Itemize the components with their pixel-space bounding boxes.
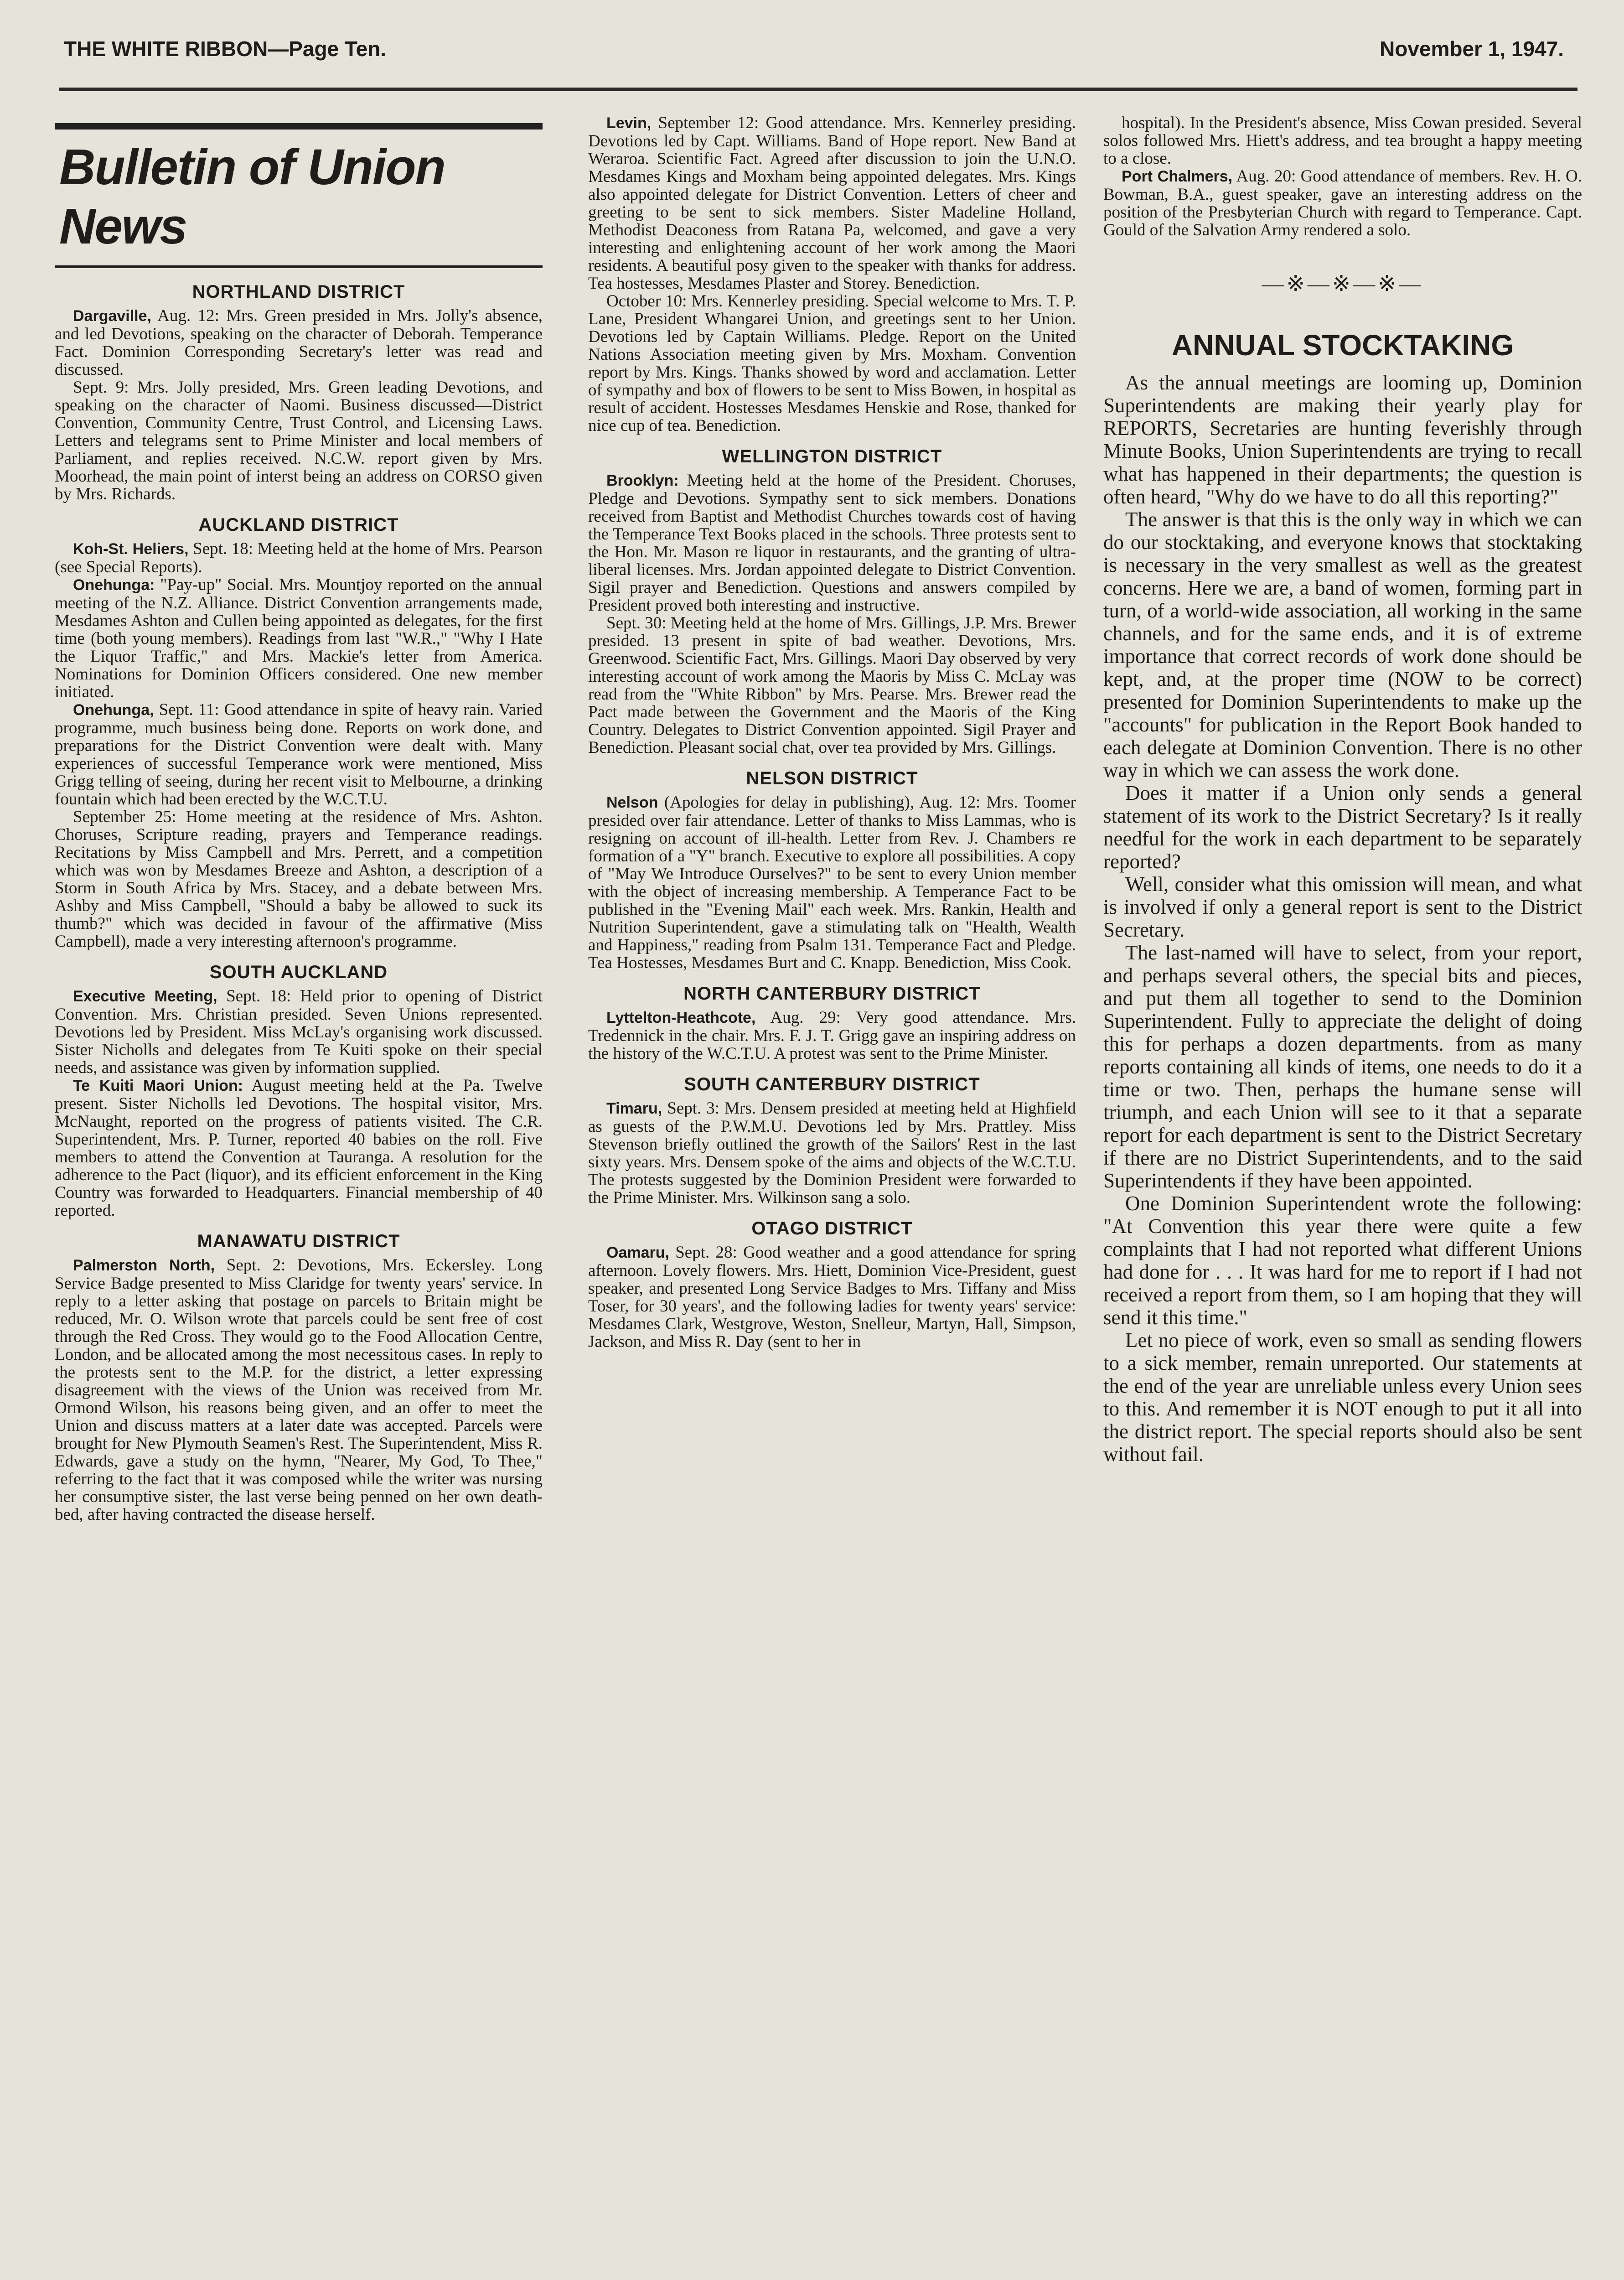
column-1: [55, 114, 543, 2280]
essay-paragraph: The answer is that this is the only way in which we can do our stocktaking, and everyone knows that stocktaking is necessary in the very smallest as well as the greatest concerns. Here we are, a band of women, forming part in turn, of a world-wide association, all working in the same channels, and for the same ends, and it is of extreme importance that correct records of work done should be kept, and, at the proper time (NOW to be correct) presented for Dominion Superintendents to make up the "accounts" for publication in the Report Book handed to each delegate at Dominion Convention. There is no other way in which we can assess the work done.: [1103, 508, 1582, 782]
union-report: [55, 576, 543, 701]
report-text: (Apologies for delay in publishing), Aug. 12: Mrs. Toomer presided over fair attendance. Letter of thanks to Miss Lammas, who is resigning on account of ill-health. Letter from Rev. J. Chambers re formation of a "Y" branch. Executive to explore all possibilities. A copy of "May We Introduce Ourselves?" to be sent to every Union member with the object of increasing membership. A Temperance Fact to be published in the "Evening Mail" each week. Mrs. Rankin, Health and Nutrition Superintendent, gave a stimulating talk on "Health, Wealth and Happiness," reading from Psalm 131. Temperance Fact and Pledge. Tea Hostesses, Mesdames Burt and C. Knapp. Benediction, Miss Cook.: [588, 793, 1076, 972]
district-heading: MANAWATU DISTRICT: [197, 1231, 400, 1251]
union-name: Palmerston North,: [73, 1257, 215, 1274]
column-2-body: [588, 114, 1076, 1351]
union-report: [55, 540, 543, 576]
report-text: Sept. 18: Held prior to opening of District Convention. Mrs. Christian presided. Seven Unions represented. Devotions led by President. Miss McLay's organising work discussed. Sister Nicholls and delegates from Te Kuiti spoke on their special needs, and assistance was given by information supplied.: [55, 987, 543, 1077]
district-heading: OTAGO DISTRICT: [751, 1218, 913, 1238]
header-publication: THE WHITE RIBBON—Page Ten.: [64, 37, 387, 61]
report-text: September 25: Home meeting at the residence of Mrs. Ashton. Choruses, Scripture reading, prayers and Temperance readings. Recitations by Miss Campbell and Mrs. Perrett, and a competition which was won by Mesdames Breeze and Ashton, a description of a Storm in South Africa by Mrs. Stacey, and a debate between Mrs. Ashby and Miss Campbell, "Should a baby be allowed to suck its thumb?" which was decided in favour of the affirmative (Miss Campbell), made a very interesting afternoon's programme.: [55, 808, 543, 951]
district-heading: NORTHLAND DISTRICT: [192, 282, 405, 302]
union-name: Lyttelton-Heathcote,: [606, 1009, 756, 1026]
union-report: [588, 614, 1076, 757]
union-name: Oamaru,: [606, 1244, 669, 1261]
report-text: hospital). In the President's absence, Miss Cowan presided. Several solos followed Mrs. Hiett's address, and tea brought a happy meeting to a close.: [1103, 114, 1582, 168]
report-text: Sept. 3: Mrs. Densem presided at meeting held at Highfield as guests of the P.W.M.U. Devotions led by Mrs. Prattley. Miss Stevenson briefly outlined the growth of the Sailors' Rest in the last sixty years. Mrs. Densem spoke of the aims and objects of the W.C.T.U. The protests suggested by the Dominion President were forwarded to the Prime Minister. Mrs. Wilkinson sang a solo.: [588, 1099, 1076, 1207]
title-rule-bottom: [55, 265, 543, 268]
union-name: Nelson: [606, 794, 658, 811]
page-header: [64, 33, 1564, 69]
district-heading: SOUTH CANTERBURY DISTRICT: [684, 1074, 980, 1094]
district-heading: AUCKLAND DISTRICT: [198, 515, 399, 535]
union-name: Onehunga,: [73, 701, 154, 719]
header-date: November 1, 1947.: [1379, 37, 1564, 61]
title-rule-top: [55, 123, 543, 130]
union-report: [1103, 114, 1582, 167]
header-rule: [59, 88, 1577, 91]
union-name: Brooklyn:: [606, 472, 679, 489]
report-text: Sept. 9: Mrs. Jolly presided, Mrs. Green leading Devotions, and speaking on the character of Naomi. Business discussed—District Convention, Community Centre, Trust Control, and Licensing Laws. Letters and telegrams sent to Prime Minister and local members of Parliament, and replies received. N.C.W. report given by Mrs. Moorhead, the main point of interst being an address on CORSO given by Mrs. Richards.: [55, 378, 543, 503]
report-text: October 10: Mrs. Kennerley presiding. Special welcome to Mrs. T. P. Lane, President Whangarei Union, and greetings sent to her Union. Devotions led by Captain Williams. Pledge. Report on the United Nations Association meeting given by Mrs. Moxham. Convention report by Mrs. Kings. Thanks showed by word and acclamation. Letter of sympathy and box of flowers to be sent to Miss Bowen, in hospital as result of accident. Hostesses Mesdames Henskie and Rose, thanked for nice cup of tea. Benediction.: [588, 292, 1076, 435]
district-heading: SOUTH AUCKLAND: [209, 962, 388, 982]
essay-paragraph: Well, consider what this omission will mean, and what is involved if only a general report is sent to the District Secretary.: [1103, 873, 1582, 941]
union-report: [588, 1099, 1076, 1207]
report-text: Meeting held at the home of the President. Choruses, Pledge and Devotions. Sympathy sent to sick members. Donations received from Baptist and Methodist Churches towards cost of having the Temperance Text Books placed in the schools. Three protests sent to the Hon. Mr. Mason re liquor in restaurants, and the granting of ultra-liberal licenses. Mrs. Jordan appointed delegate to District Convention. Sigil prayer and Benediction. Questions and answers compiled by President proved both interesting and instructive.: [588, 471, 1076, 615]
report-text: Sept. 2: Devotions, Mrs. Eckersley. Long Service Badge presented to Miss Claridge for twenty years' service. In reply to a letter asking that postage on parcels to Britain might be reduced, Mr. O. Wilson wrote that parcels could be sent free of cost through the Red Cross. They would go to the Food Allocation Centre, London, and be allocated among the most necessitous cases. In reply to the protests sent to the M.P. for the district, a letter expressing disagreement with the views of the Union was received from Mr. Ormond Wilson, his reasons being given, and an offer to meet the Union and discuss matters at a later date was accepted. Parcels were brought for New Plymouth Seamen's Rest. The Superintendent, Miss R. Edwards, gave a study on the hymn, "Nearer, My God, To Thee," referring to the fact that it was composed while the writer was nursing her consumptive sister, the last verse being penned on her own death-bed, after having contracted the disease herself.: [55, 1256, 543, 1524]
report-text: Aug. 12: Mrs. Green presided in Mrs. Jolly's absence, and led Devotions, speaking on the character of Deborah. Temperance Fact. Dominion Corresponding Secretary's letter was read and discussed.: [55, 306, 543, 379]
report-text: Sept. 30: Meeting held at the home of Mrs. Gillings, J.P. Mrs. Brewer presided. 13 present in spite of bad weather. Devotions, Mrs. Greenwood. Scientific Fact, Mrs. Gillings. Maori Day observed by very interesting account of work among the Maoris by Miss C. McLay was read from the "White Ribbon" by Mrs. Pearse. Mrs. Brewer read the Pact made between the Government and the Maoris of the King Country. Delegates to District Convention appointed. Sigil Prayer and Benediction. Pleasant social chat, over tea provided by Mrs. Gillings.: [588, 614, 1076, 757]
report-text: August meeting held at the Pa. Twelve present. Sister Nicholls led Devotions. The hospital visitor, Mrs. McNaught, reported on the progress of patients visited. The C.R. Superintendent, Mrs. P. Turner, reported 40 babies on the roll. Five members to attend the Convention at Tauranga. A resolution for the adherence to the Pact (liquor), and its efficient enforcement in the King Country was forwarded to Headquarters. Financial membership of 40 reported.: [55, 1076, 543, 1220]
union-report: [588, 1244, 1076, 1351]
report-text: Sept. 11: Good attendance in spite of heavy rain. Varied programme, much business being done. Reports on work done, and preparations for the District Convention were dealt with. Many experiences of successful Temperance work were mentioned, Miss Grigg telling of seeing, during her recent visit to Melbourne, a drinking fountain which had been erected by the W.C.T.U.: [55, 700, 543, 808]
report-text: September 12: Good attendance. Mrs. Kennerley presiding. Devotions led by Capt. Williams. Band of Hope report. New Band at Weraroa. Scientific Fact. Agreed after discussion to join the U.N.O. Mesdames Kings and Moxham being appointed delegates. Mrs. Kings also appointed delegate for District Convention. Letters of cheer and greeting to be sent to sick members. Sister Madeline Holland, Methodist Deaconess from Ratana Pa, welcomed, and gave a very interesting and enlightening account of her work among the Maori residents. A beautiful posy given to the speaker with thanks for address. Tea hostesses, Mesdames Plaster and Storey. Benediction.: [588, 114, 1076, 293]
essay-paragraph: Does it matter if a Union only sends a general statement of its work to the District Secretary? Is it really needful for the work in each department to be separately reported?: [1103, 782, 1582, 873]
union-report: [55, 987, 543, 1077]
essay-paragraph: Let no piece of work, even so small as sending flowers to a sick member, remain unreported. Our statements at the end of the year are unreliable unless every Union sees to this. And remember it is NOT enough to put it all into the district report. The special reports should also be sent without fail.: [1103, 1329, 1582, 1466]
bulletin-title: Bulletin of Union News: [59, 139, 445, 254]
district-heading: NORTH CANTERBURY DISTRICT: [683, 984, 981, 1004]
union-report: [588, 1009, 1076, 1062]
report-text: "Pay-up" Social. Mrs. Mountjoy reported on the annual meeting of the N.Z. Alliance. District Convention arrangements made, Mesdames Ashton and Cullen being appointed as delegates, for the first time (both young members). Readings from last "W.R.," "Why I Hate the Liquor Traffic," and Mrs. Mackie's letter from America. Nominations for Dominion Officers considered. One new member initiated.: [55, 575, 543, 701]
union-name: Onehunga:: [73, 576, 155, 594]
column-2: [588, 114, 1076, 2280]
union-report: [588, 292, 1076, 435]
union-name: Dargaville,: [73, 307, 151, 325]
column-1-body: [55, 282, 543, 1523]
union-name: Port Chalmers,: [1122, 168, 1233, 185]
union-report: [588, 114, 1076, 292]
union-report: [1103, 167, 1582, 239]
union-report: [55, 808, 543, 950]
union-report: [55, 378, 543, 503]
district-heading: WELLINGTON DISTRICT: [722, 446, 942, 466]
union-report: [55, 307, 543, 378]
column-3-body: [1103, 114, 1582, 239]
report-text: Aug. 20: Good attendance of members. Rev. H. O. Bowman, B.A., guest speaker, gave an interesting address on the position of the Presbyterian Church with regard to Temperance. Capt. Gould of the Salvation Army rendered a solo.: [1103, 167, 1582, 239]
union-name: Executive Meeting,: [73, 988, 217, 1005]
district-heading: NELSON DISTRICT: [746, 768, 918, 788]
union-report: [55, 701, 543, 808]
essay-paragraph: As the annual meetings are looming up, Dominion Superintendents are making their yearly play for REPORTS, Secretaries are hunting feverishly through Minute Books, Union Superintendents are trying to recall what has happened in their departments; the question is often heard, "Why do we have to do all this reporting?": [1103, 371, 1582, 508]
union-name: Te Kuiti Maori Union:: [73, 1077, 243, 1094]
union-report: [588, 793, 1076, 972]
ornament-divider: —※—※—※—: [1262, 272, 1424, 296]
essay-body: [1103, 371, 1582, 1466]
union-name: Levin,: [606, 114, 652, 132]
essay-paragraph: The last-named will have to select, from your report, and perhaps several others, the special bits and pieces, and put them all together to send to the Dominion Superintendent. Fully to appreciate the delight of doing this for perhaps a dozen departments. from as many reports containing all kinds of items, one needs to do it a time or two. Then, perhaps the humane sense will triumph, and each Union will see to it that a separate report for each department is sent to the District Secretary if there are no District Superintendents, and to the said Superintendents if they have been appointed.: [1103, 941, 1582, 1192]
report-text: Aug. 29: Very good attendance. Mrs. Tredennick in the chair. Mrs. F. J. T. Grigg gave an inspiring address on the history of the W.C.T.U. A protest was sent to the Prime Minister.: [588, 1008, 1076, 1063]
union-report: [55, 1077, 543, 1219]
column-3: [1103, 114, 1582, 2280]
report-text: Sept. 28: Good weather and a good attendance for spring afternoon. Lovely flowers. Mrs. Hiett, Dominion Vice-President, guest speaker, and presented Long Service Badges to Mrs. Tiffany and Miss Toser, for 30 years', and the following ladies for twenty years' service: Mesdames Clark, Westgrove, Weston, Snelleur, Martyn, Hall, Simpson, Jackson, and Miss R. Day (sent to her in: [588, 1243, 1076, 1351]
essay-paragraph: One Dominion Superintendent wrote the following: "At Convention this year there were quite a few complaints that I had not reported what different Unions had done for . . . It was hard for me to report if I had not received a report from them, so I am hoping that they will send it this time.": [1103, 1192, 1582, 1329]
union-report: [588, 472, 1076, 614]
union-report: [55, 1256, 543, 1523]
report-text: Sept. 18: Meeting held at the home of Mrs. Pearson (see Special Reports).: [55, 539, 543, 576]
union-name: Timaru,: [606, 1100, 662, 1117]
union-name: Koh-St. Heliers,: [73, 540, 189, 558]
essay-title: ANNUAL STOCKTAKING: [1171, 329, 1514, 362]
